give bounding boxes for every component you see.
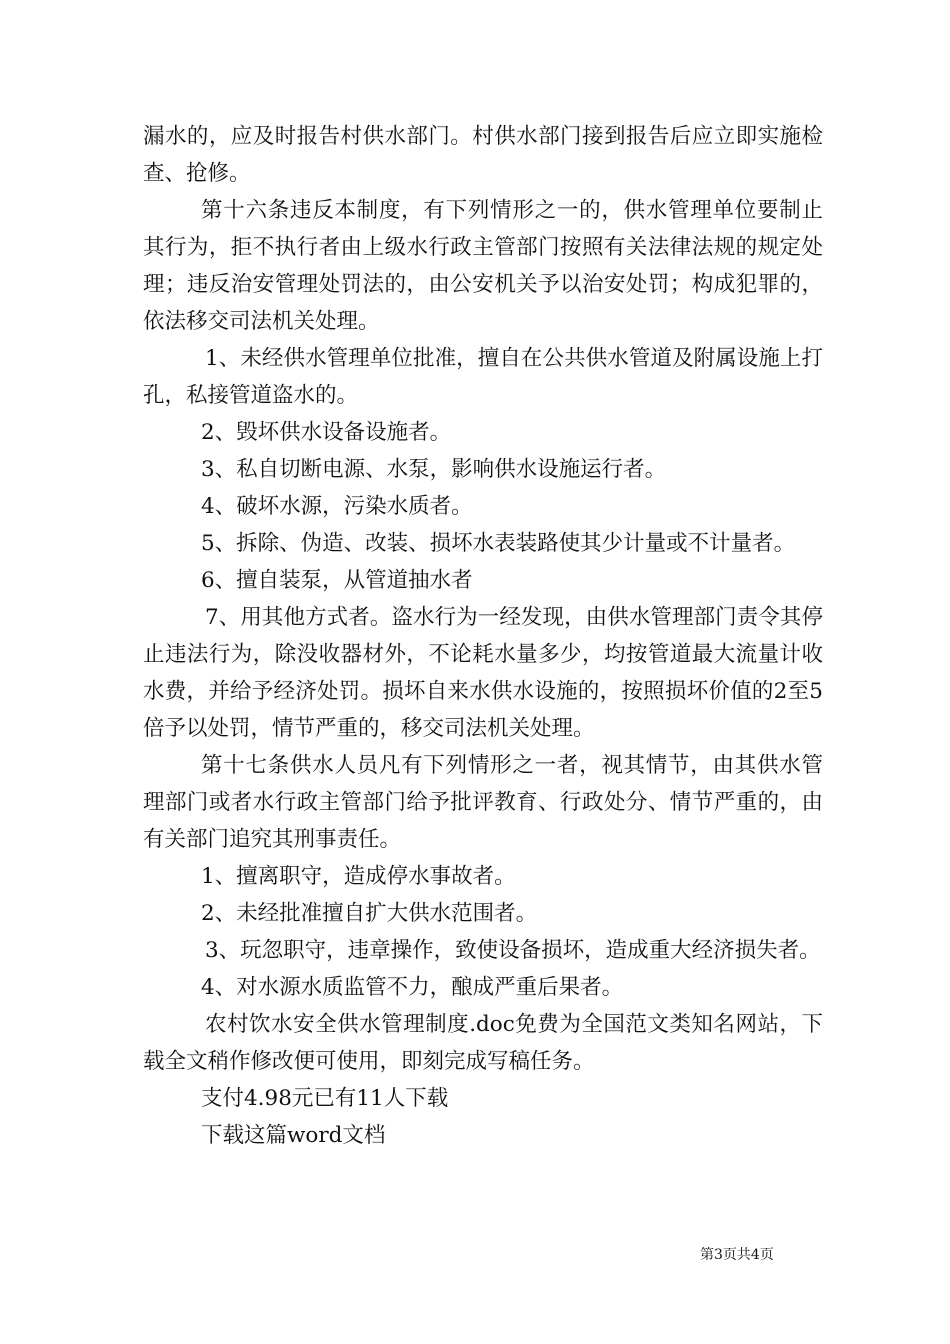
paragraph-article-17: 第十七条供水人员凡有下列情形之一者，视其情节，由其供水管理部门或者水行政主管部门给予批评教育、行政处分、情节严重的，由有关部门追究其刑事责任。 bbox=[143, 753, 823, 852]
document-body bbox=[143, 118, 823, 1154]
paragraph-article-16: 第十六条违反本制度，有下列情形之一的，供水管理单位要制止其行为，拒不执行者由上级水行政主管部门按照有关法律法规的规定处理；违反治安管理处罚法的，由公安机关予以治安处罚；构成犯罪的，依法移交司法机关处理。 bbox=[143, 198, 823, 334]
list-item-16-6: 6、擅自装泵，从管道抽水者 bbox=[201, 568, 473, 593]
list-item-17-4: 4、对水源水质监管不力，酿成严重后果者。 bbox=[201, 975, 624, 1000]
list-item-17-2: 2、未经批准擅自扩大供水范围者。 bbox=[201, 901, 538, 926]
list-item-16-1: 1、未经供水管理单位批准，擅自在公共供水管道及附属设施上打孔，私接管道盗水的。 bbox=[143, 346, 823, 408]
download-word-link[interactable]: 下载这篇word文档 bbox=[201, 1123, 386, 1148]
list-item-16-7: 7、用其他方式者。盗水行为一经发现，由供水管理部门责令其停止违法行为，除没收器材外，不论耗水量多少，均按管道最大流量计收水费，并给予经济处罚。损坏自来水供水设施的，按照损坏价值的2至5倍予以处罚，情节严重的，移交司法机关处理。 bbox=[143, 605, 823, 741]
download-promo-text: 农村饮水安全供水管理制度.doc免费为全国范文类知名网站，下载全文稍作修改便可使用，即刻完成写稿任务。 bbox=[143, 1012, 823, 1074]
paragraph-leak-report: 漏水的，应及时报告村供水部门。村供水部门接到报告后应立即实施检查、抢修。 bbox=[143, 124, 823, 186]
list-item-16-5: 5、拆除、伪造、改装、损坏水表装路使其少计量或不计量者。 bbox=[201, 531, 796, 556]
list-item-16-3: 3、私自切断电源、水泵，影响供水设施运行者。 bbox=[201, 457, 667, 482]
payment-info: 支付4.98元已有11人下载 bbox=[201, 1086, 449, 1111]
list-item-16-4: 4、破坏水源，污染水质者。 bbox=[201, 494, 473, 519]
list-item-17-3: 3、玩忽职守，违章操作，致使设备损坏，造成重大经济损失者。 bbox=[205, 938, 821, 963]
page-number: 第3页共4页 bbox=[700, 1247, 774, 1263]
list-item-16-2: 2、毁坏供水设备设施者。 bbox=[201, 420, 452, 445]
list-item-17-1: 1、擅离职守，造成停水事故者。 bbox=[201, 864, 516, 889]
